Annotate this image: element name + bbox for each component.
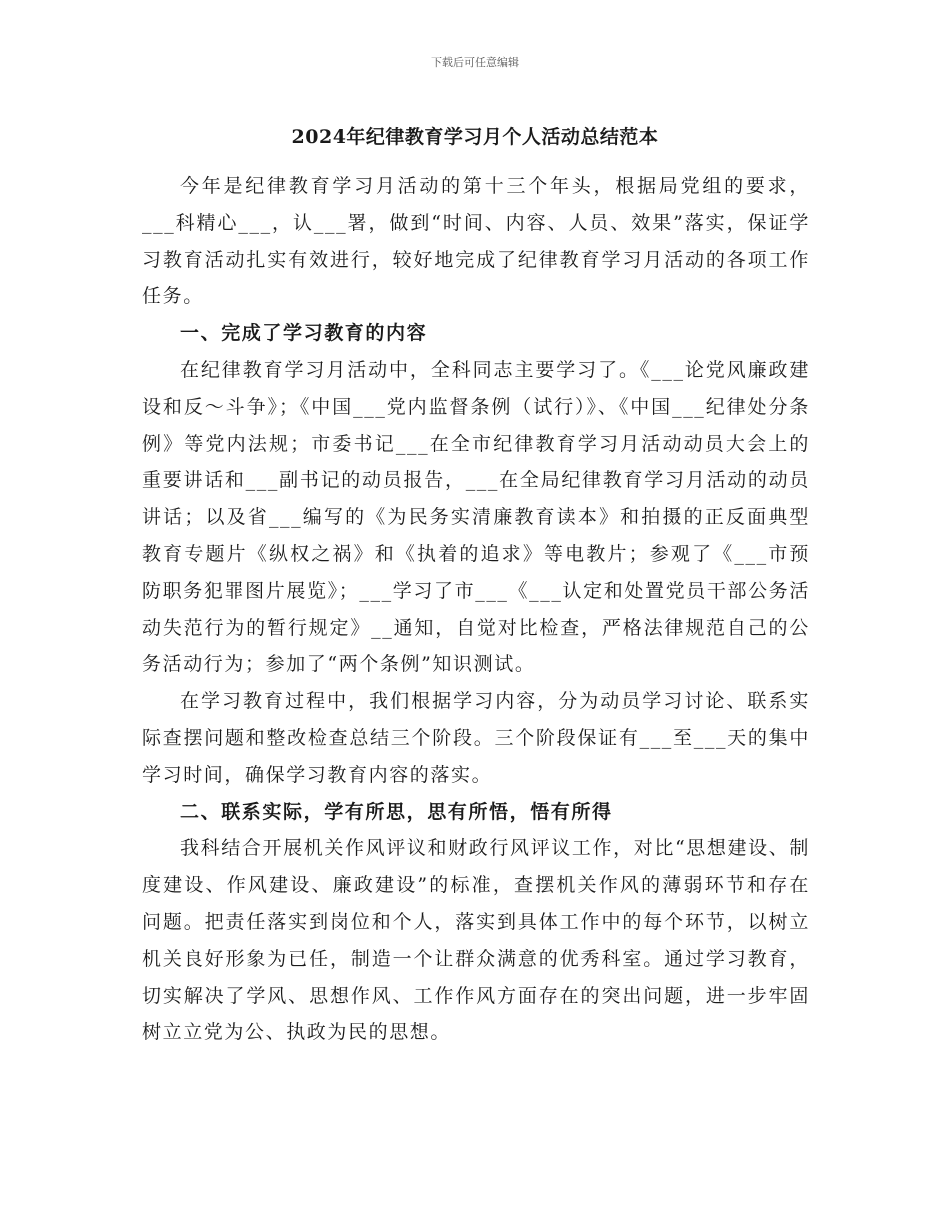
page-header-note: 下载后可任意编辑 — [431, 56, 519, 69]
document-title: 2024年纪律教育学习月个人活动总结范本 — [291, 126, 659, 148]
section-heading-2: 二、联系实际，学有所思，思有所悟，悟有所得 — [180, 800, 613, 823]
document-body — [142, 168, 810, 1051]
paragraph-intro: 今年是纪律教育学习月活动的第十三个年头，根据局党组的要求，___科精心___，认___署，做到“时间、内容、人员、效果”落实，保证学习教育活动扎实有效进行，较好地完成了纪律教育学习月活动的各项工作任务。 — [142, 175, 810, 308]
paragraph-practice: 我科结合开展机关作风评议和财政行风评议工作，对比“思想建设、制度建设、作风建设、廉政建设”的标准，查摆机关作风的薄弱环节和存在问题。把责任落实到岗位和个人，落实到具体工作中的每个环节，以树立机关良好形象为已任，制造一个让群众满意的优秀科室。通过学习教育，切实解决了学风、思想作风、工作作风方面存在的突出问题，进一步牢固树立立党为公、执政为民的思想。 — [142, 837, 810, 1044]
paragraph-study-process: 在学习教育过程中，我们根据学习内容，分为动员学习讨论、联系实际查摆问题和整改检查总结三个阶段。三个阶段保证有___至___天的集中学习时间，确保学习教育内容的落实。 — [142, 690, 810, 786]
section-heading-1: 一、完成了学习教育的内容 — [180, 322, 428, 345]
paragraph-study-content: 在纪律教育学习月活动中，全科同志主要学习了。《___论党风廉政建设和反～斗争》；《中国___党内监督条例（试行）》、《中国___纪律处分条例》等党内法规；市委书记___在全市纪律教育学习月活动动员大会上的重要讲话和___副书记的动员报告，___在全局纪律教育学习月活动的动员讲话；以及省___编写的《为民务实清廉教育读本》和拍摄的正反面典型教育专题片《纵权之祸》和《执着的追求》等电教片；参观了《___市预防职务犯罪图片展览》；___学习了市___《___认定和处置党员干部公务活动失范行为的暂行规定》__通知，自觉对比检查，严格法律规范自己的公务活动行为；参加了“两个条例”知识测试。 — [142, 358, 810, 676]
